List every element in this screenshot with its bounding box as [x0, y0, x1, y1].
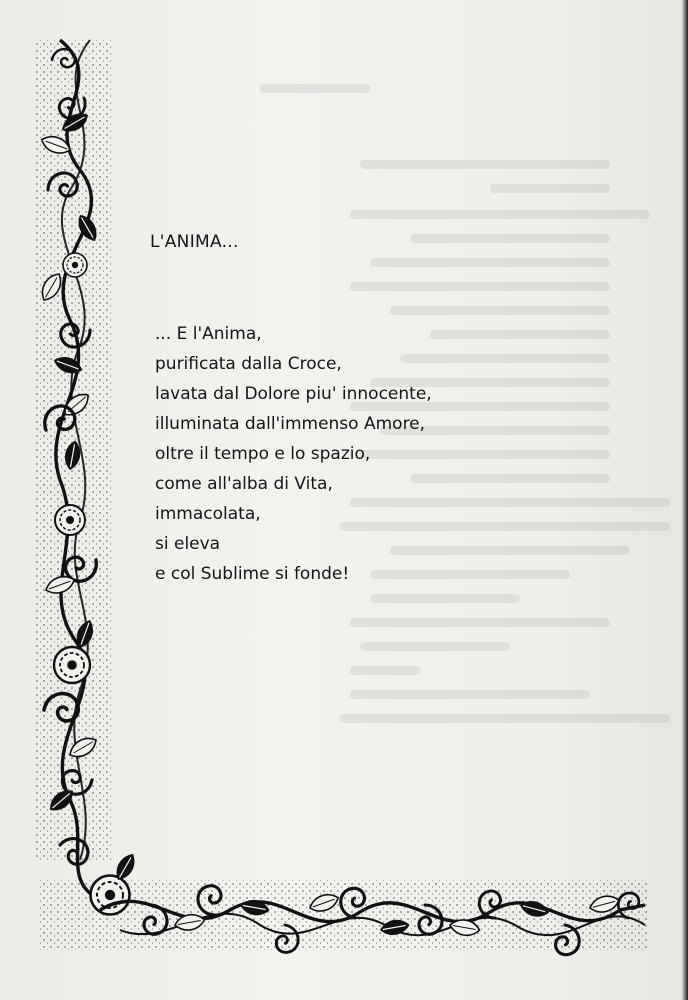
poem-line: immacolata,: [155, 504, 261, 524]
poem-title: L'ANIMA...: [150, 232, 239, 252]
poem-line: ... E l'Anima,: [155, 324, 262, 344]
poem-line: si eleva: [155, 534, 221, 554]
poem-line: oltre il tempo e lo spazio,: [155, 444, 371, 464]
poem-line: purificata dalla Croce,: [155, 354, 342, 374]
page-edge-shadow: [682, 0, 688, 1000]
poem-line: lavata dal Dolore piu' innocente,: [155, 384, 432, 404]
poem-line: come all'alba di Vita,: [155, 474, 333, 494]
poem-line: e col Sublime si fonde!: [155, 564, 350, 584]
poem-line: illuminata dall'immenso Amore,: [155, 414, 426, 434]
